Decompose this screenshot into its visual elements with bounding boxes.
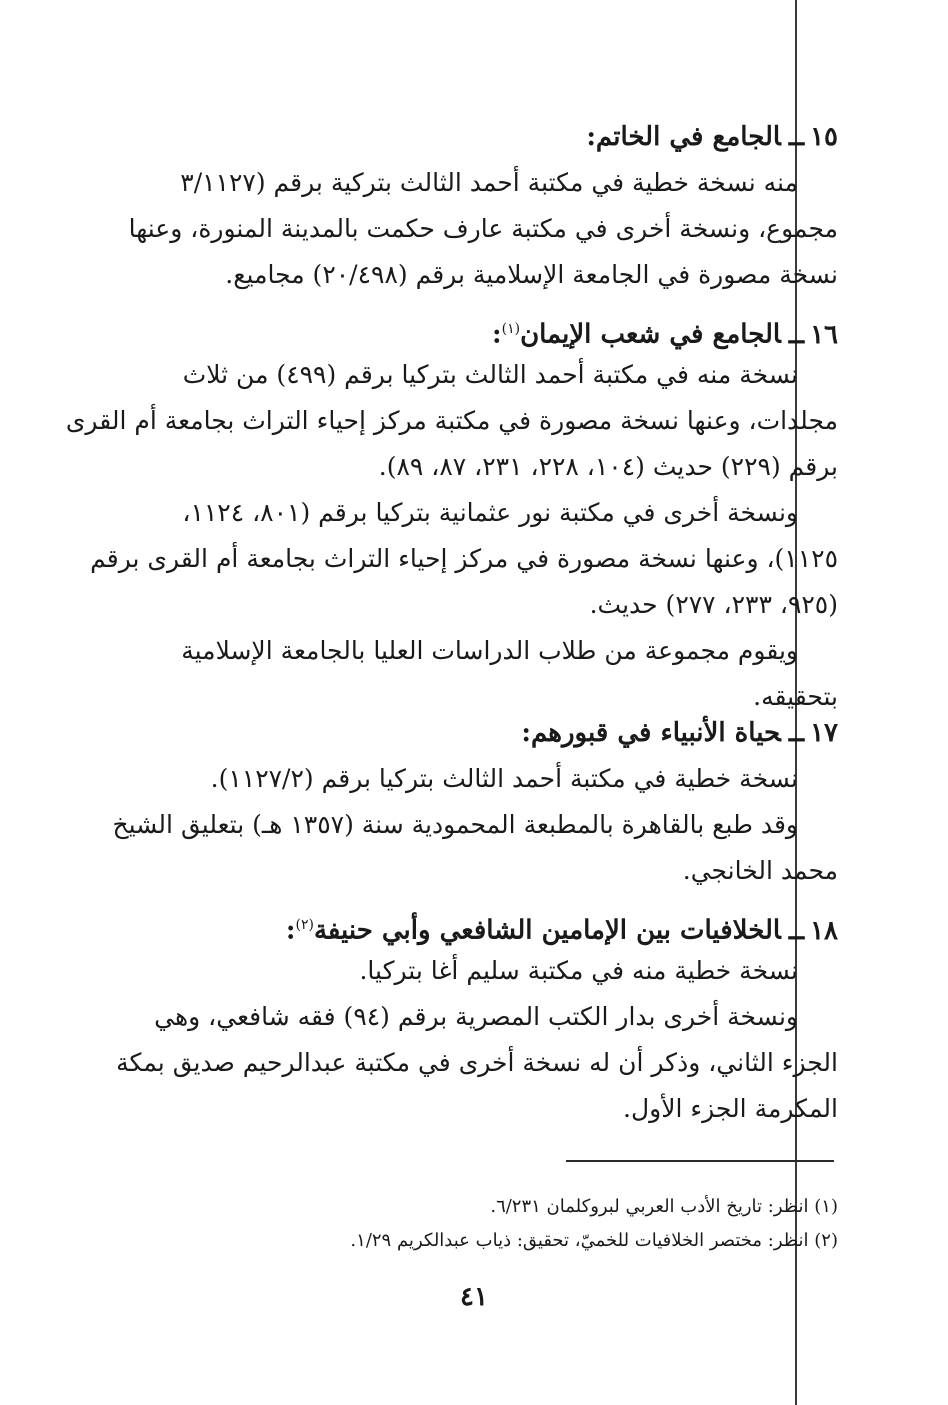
text-line: ويقوم مجموعة من طلاب الدراسات العليا بالجامعة الإسلامية — [181, 636, 798, 665]
text-line: بتحقيقه. — [753, 682, 838, 711]
text-line: محمد الخانجي. — [682, 856, 838, 885]
footnote: (١) انظر: تاريخ الأدب العربي لبروكلمان ٦/٢٣١. — [490, 1196, 838, 1217]
text-line: المكرمة الجزء الأول. — [623, 1094, 838, 1123]
text-line: ونسخة أخرى في مكتبة نور عثمانية بتركيا برقم (٨٠١، ١١٢٤، — [182, 498, 798, 527]
footnotes — [240, 1190, 838, 1258]
entry-number: ١٦ — [810, 319, 838, 350]
entry-heading: ١٨ــالخلافيات بين الإمامين الشافعي وأبي حنيفة$^{(٢)}$: — [285, 915, 838, 946]
footnote-ref: (٢) — [295, 917, 314, 933]
text-line: (٩٢٥، ٢٣٣، ٢٧٧) حديث. — [589, 590, 838, 619]
text-line: منه نسخة خطية في مكتبة أحمد الثالث بتركية برقم (٣/١١٢٧ — [180, 168, 798, 197]
entry-heading: ١٦ــالجامع في شعب الإيمان$^{(١)}$: — [491, 319, 838, 350]
entry-title: الخلافيات بين الإمامين الشافعي وأبي حنيفة — [313, 915, 781, 946]
text-line: نسخة خطية منه في مكتبة سليم أغا بتركيا. — [359, 956, 798, 985]
text-line: ١١٢٥)، وعنها نسخة مصورة في مركز إحياء التراث بجامعة أم القرى برقم — [90, 544, 838, 573]
entry-title: حياة الأنبياء في قبورهم: — [521, 718, 781, 748]
text-line: نسخة منه في مكتبة أحمد الثالث بتركيا برقم (٤٩٩) من ثلاث — [182, 360, 798, 389]
entry-18 — [116, 902, 838, 1132]
page-number: ٤١ — [460, 1282, 488, 1312]
entry-16 — [65, 306, 838, 720]
footnote-ref: (١) — [501, 321, 521, 337]
text-line: ونسخة أخرى بدار الكتب المصرية برقم (٩٤) فقه شافعي، وهي — [154, 1002, 798, 1031]
text-line: وقد طبع بالقاهرة بالمطبعة المحمودية سنة (١٣٥٧ هـ) بتعليق الشيخ — [112, 810, 798, 839]
entry-heading: ١٥ــالجامع في الخاتم: — [586, 122, 838, 152]
text-line: مجموع، ونسخة أخرى في مكتبة عارف حكمت بالمدينة المنورة، وعنها — [128, 214, 838, 243]
entry-title: الجامع في شعب الإيمان — [520, 319, 781, 350]
entry-number: ١٨ — [810, 915, 838, 946]
text-line: نسخة مصورة في الجامعة الإسلامية برقم (٢٠/٤٩٨) مجاميع. — [225, 260, 838, 289]
footnote-separator — [566, 1160, 834, 1162]
entry-title: الجامع في الخاتم: — [586, 122, 781, 152]
text-line: برقم (٢٢٩) حديث (١٠٤، ٢٢٨، ٢٣١، ٨٧، ٨٩). — [378, 452, 838, 481]
text-line: مجلدات، وعنها نسخة مصورة في مكتبة مركز إحياء التراث بجامعة أم القرى — [65, 406, 838, 435]
entry-15 — [128, 114, 838, 298]
text-line: نسخة خطية في مكتبة أحمد الثالث بتركيا برقم (١١٢٧/٢). — [210, 764, 798, 793]
text-line: الجزء الثاني، وذكر أن له نسخة أخرى في مكتبة عبدالرحيم صديق بمكة — [116, 1048, 838, 1077]
footnote: (٢) انظر: مختصر الخلافيات للخميّ، تحقيق: ذياب عبدالكريم ١/٢٩. — [350, 1230, 838, 1251]
entry-number: ١٧ — [810, 718, 838, 748]
entry-number: ١٥ — [810, 122, 838, 152]
entry-17 — [112, 710, 838, 894]
entry-heading: ١٧ــحياة الأنبياء في قبورهم: — [521, 718, 838, 748]
